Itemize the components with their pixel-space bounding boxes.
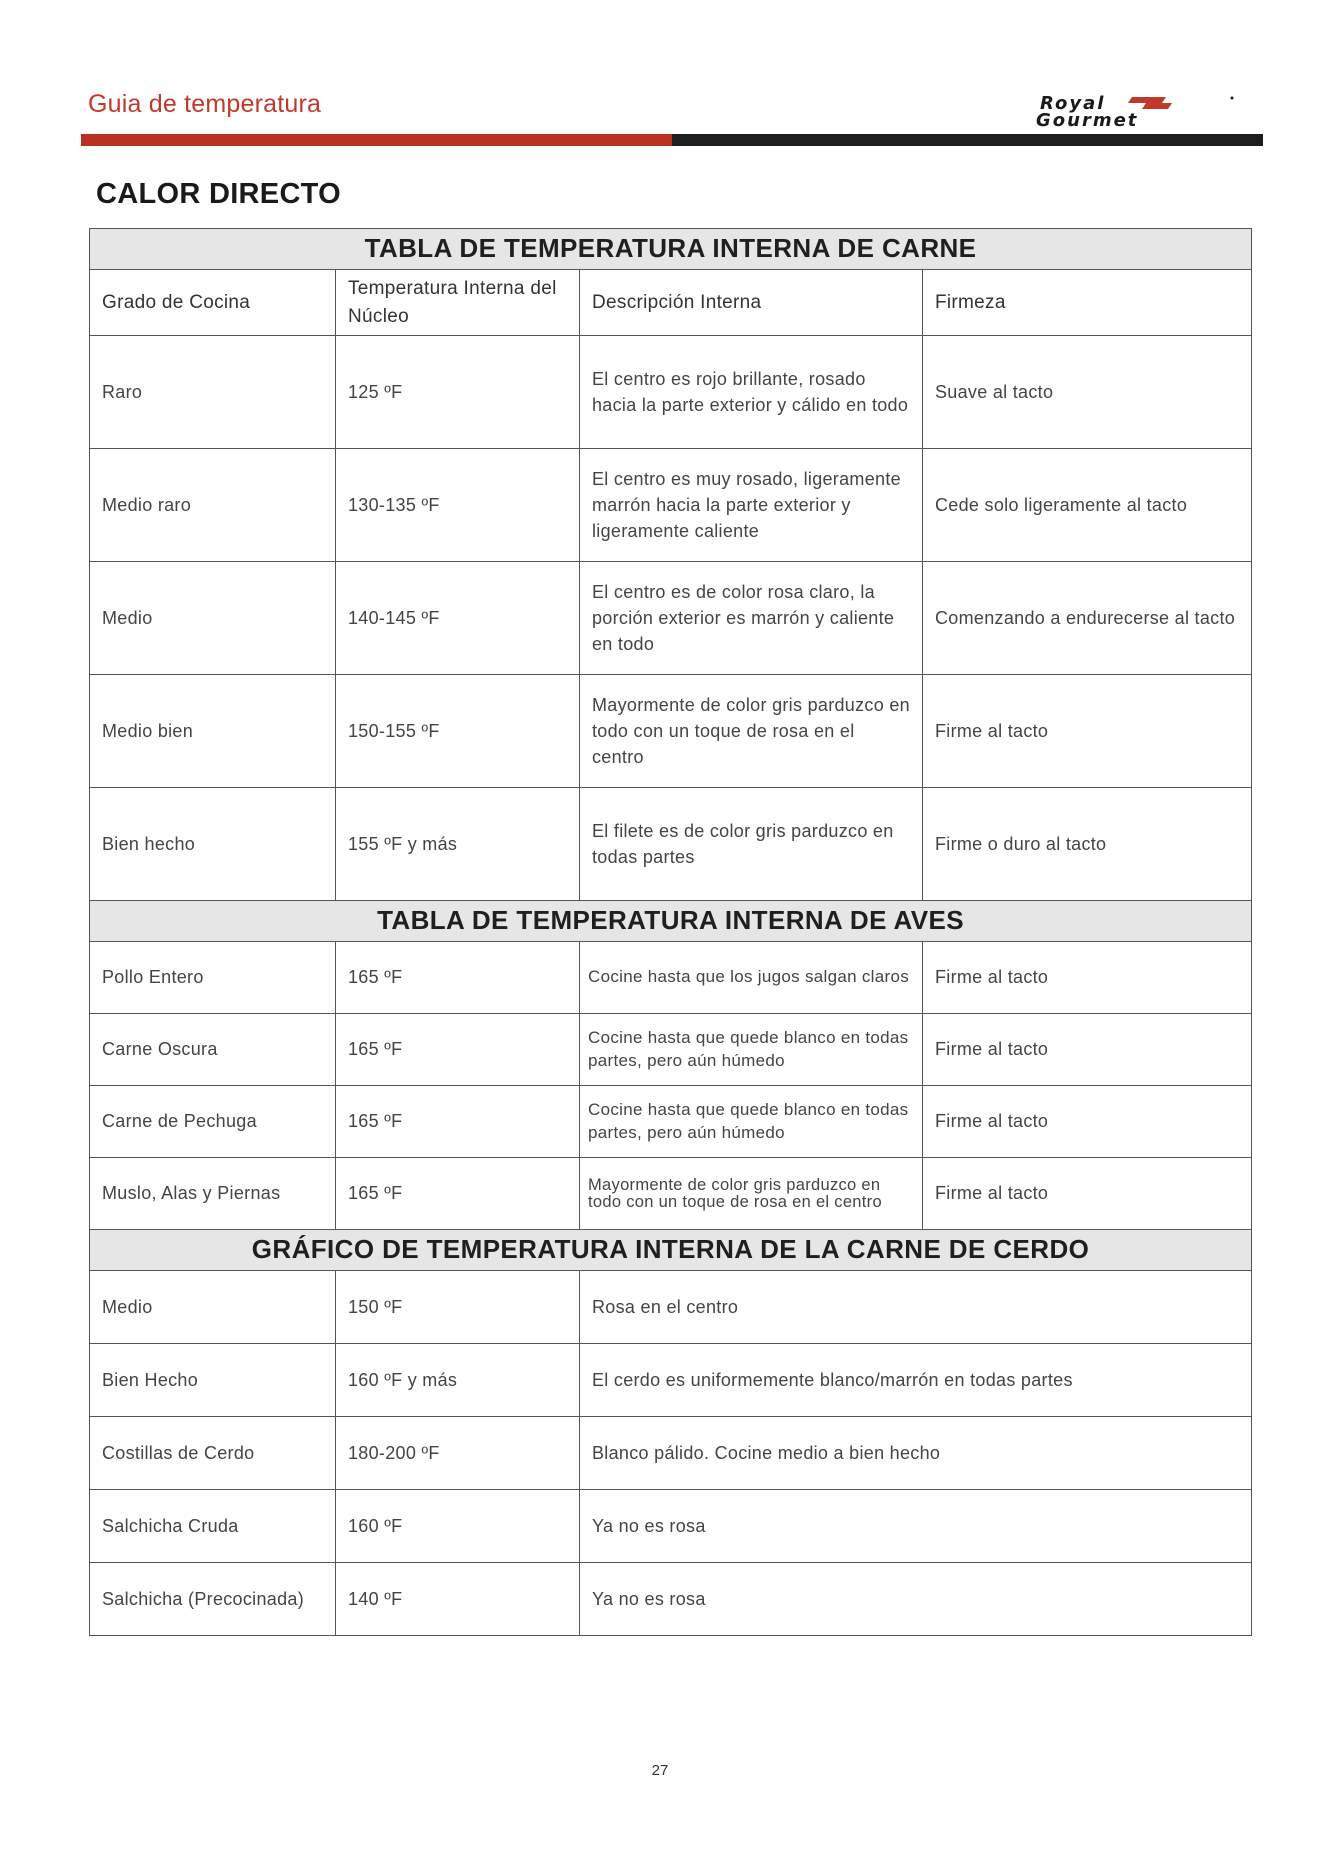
table-row <box>90 1344 1252 1417</box>
poultry-description: Cocine hasta que quede blanco en todas partes, pero aún húmedo <box>580 1014 923 1086</box>
beef-temp: 125 ºF <box>336 336 580 449</box>
beef-firmness: Firme al tacto <box>923 675 1252 788</box>
poultry-item: Carne de Pechuga <box>90 1086 336 1158</box>
table-row <box>90 1086 1252 1158</box>
column-header-row <box>90 270 1252 336</box>
logo-stripe-red-2 <box>1142 103 1172 109</box>
page-number: 27 <box>651 1762 669 1779</box>
beef-description: El filete es de color gris parduzco en todas partes <box>580 788 923 901</box>
pork-description: El cerdo es uniformemente blanco/marrón en todas partes <box>580 1344 1252 1417</box>
pork-description: Ya no es rosa <box>580 1563 1252 1636</box>
pork-temp: 150 ºF <box>336 1271 580 1344</box>
beef-description: Mayormente de color gris parduzco en todo con un toque de rosa en el centro <box>580 675 923 788</box>
pork-table-title: GRÁFICO DE TEMPERATURA INTERNA DE LA CARNE DE CERDO <box>90 1230 1252 1271</box>
beef-temp: 150-155 ºF <box>336 675 580 788</box>
pork-temp: 180-200 ºF <box>336 1417 580 1490</box>
poultry-item: Pollo Entero <box>90 942 336 1014</box>
logo-stripe-red <box>1128 97 1166 103</box>
column-header-firmness: Firmeza <box>923 270 1252 336</box>
table-row <box>90 942 1252 1014</box>
column-header-description: Descripción Interna <box>580 270 923 336</box>
beef-temp: 140-145 ºF <box>336 562 580 675</box>
poultry-firmness: Firme al tacto <box>923 942 1252 1014</box>
table-row <box>90 336 1252 449</box>
poultry-firmness: Firme al tacto <box>923 1086 1252 1158</box>
section-title: CALOR DIRECTO <box>96 178 342 210</box>
column-header-grade: Grado de Cocina <box>90 270 336 336</box>
beef-title-row <box>90 229 1252 270</box>
pork-item: Medio <box>90 1271 336 1344</box>
beef-firmness: Suave al tacto <box>923 336 1252 449</box>
beef-firmness: Firme o duro al tacto <box>923 788 1252 901</box>
beef-table-title: TABLA DE TEMPERATURA INTERNA DE CARNE <box>90 229 1252 270</box>
beef-firmness: Comenzando a endurecerse al tacto <box>923 562 1252 675</box>
poultry-temp: 165 ºF <box>336 1158 580 1230</box>
header-rule-dark <box>672 134 1263 146</box>
beef-description: El centro es muy rosado, ligeramente marrón hacia la parte exterior y ligeramente caliente <box>580 449 923 562</box>
pork-title-row <box>90 1230 1252 1271</box>
pork-item: Salchicha Cruda <box>90 1490 336 1563</box>
poultry-item: Carne Oscura <box>90 1014 336 1086</box>
beef-grade: Bien hecho <box>90 788 336 901</box>
column-header-core-temp: Temperatura Interna del Núcleo <box>336 270 580 336</box>
beef-firmness: Cede solo ligeramente al tacto <box>923 449 1252 562</box>
pork-item: Salchicha (Precocinada) <box>90 1563 336 1636</box>
header-rule-red <box>81 134 672 146</box>
page-header-title: Guia de temperatura <box>88 90 322 118</box>
beef-grade: Medio bien <box>90 675 336 788</box>
table-row <box>90 675 1252 788</box>
poultry-firmness: Firme al tacto <box>923 1158 1252 1230</box>
poultry-item: Muslo, Alas y Piernas <box>90 1158 336 1230</box>
table-row <box>90 1563 1252 1636</box>
poultry-title-row <box>90 901 1252 942</box>
logo-dot <box>1231 97 1234 100</box>
table-row <box>90 1014 1252 1086</box>
pork-item: Bien Hecho <box>90 1344 336 1417</box>
table-row <box>90 1271 1252 1344</box>
beef-grade: Medio <box>90 562 336 675</box>
beef-grade: Medio raro <box>90 449 336 562</box>
pork-temp: 160 ºF <box>336 1490 580 1563</box>
table-row <box>90 449 1252 562</box>
pork-description: Blanco pálido. Cocine medio a bien hecho <box>580 1417 1252 1490</box>
temperature-table <box>89 228 1252 1636</box>
poultry-temp: 165 ºF <box>336 1086 580 1158</box>
table-row <box>90 1490 1252 1563</box>
royal-gourmet-logo <box>1036 94 1236 128</box>
poultry-description: Mayormente de color gris parduzco en todo con un toque de rosa en el centro <box>580 1158 923 1230</box>
beef-grade: Raro <box>90 336 336 449</box>
poultry-description: Cocine hasta que quede blanco en todas partes, pero aún húmedo <box>580 1086 923 1158</box>
table-row <box>90 1158 1252 1230</box>
pork-item: Costillas de Cerdo <box>90 1417 336 1490</box>
table-row <box>90 1417 1252 1490</box>
logo-text-royal: Royal <box>1040 94 1106 114</box>
poultry-description: Cocine hasta que los jugos salgan claros <box>580 942 923 1014</box>
beef-description: El centro es de color rosa claro, la porción exterior es marrón y caliente en todo <box>580 562 923 675</box>
poultry-temp: 165 ºF <box>336 1014 580 1086</box>
beef-description: El centro es rojo brillante, rosado hacia la parte exterior y cálido en todo <box>580 336 923 449</box>
table-row <box>90 562 1252 675</box>
beef-temp: 155 ºF y más <box>336 788 580 901</box>
beef-temp: 130-135 ºF <box>336 449 580 562</box>
poultry-table-title: TABLA DE TEMPERATURA INTERNA DE AVES <box>90 901 1252 942</box>
pork-temp: 160 ºF y más <box>336 1344 580 1417</box>
pork-description: Rosa en el centro <box>580 1271 1252 1344</box>
logo-text-gourmet: Gourmet <box>1036 110 1139 128</box>
pork-description: Ya no es rosa <box>580 1490 1252 1563</box>
table-row <box>90 788 1252 901</box>
poultry-firmness: Firme al tacto <box>923 1014 1252 1086</box>
poultry-temp: 165 ºF <box>336 942 580 1014</box>
pork-temp: 140 ºF <box>336 1563 580 1636</box>
